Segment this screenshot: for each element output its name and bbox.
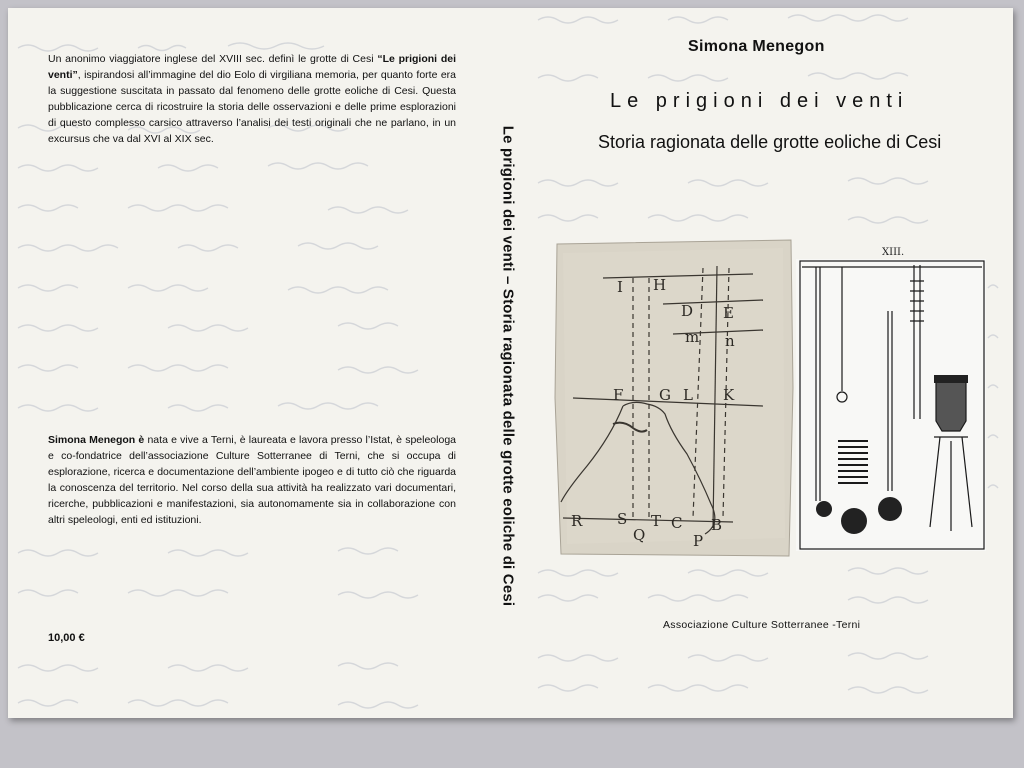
price-label: 10,00 € bbox=[48, 632, 85, 644]
plate-number: XIII. bbox=[882, 247, 905, 258]
front-subtitle: Storia ragionata delle grotte eoliche di Cesi bbox=[598, 132, 942, 152]
sketch-label-T: T bbox=[651, 512, 662, 530]
sketch-label-R: R bbox=[571, 512, 583, 530]
sketch-label-n: n bbox=[725, 332, 735, 350]
sketch-label-C: C bbox=[671, 514, 683, 532]
sketch-label-F: F bbox=[613, 386, 624, 404]
spine-title: Le prigioni dei venti – Storia ragionata delle grotte eoliche di Cesi bbox=[499, 125, 517, 607]
sketch-label-K: K bbox=[723, 386, 735, 404]
blurb-text-before: Un anonimo viaggiatore inglese del XVIII sec. definì le grotte di Cesi bbox=[48, 53, 378, 65]
front-author-name: Simona Menegon bbox=[688, 38, 825, 55]
sketch-label-G: G bbox=[659, 386, 671, 404]
sketch-label-I: I bbox=[617, 278, 623, 296]
book-spine bbox=[491, 8, 525, 718]
sketch-label-D: D bbox=[681, 302, 694, 320]
book-cover bbox=[8, 8, 1013, 718]
author-bio bbox=[48, 432, 456, 528]
back-cover-blurb bbox=[48, 51, 456, 147]
sketch-label-B: B bbox=[711, 516, 723, 534]
front-title: Le prigioni dei venti bbox=[610, 90, 909, 112]
publisher-name: Associazione Culture Sotterranee -Terni bbox=[663, 619, 861, 631]
blurb-title-quote: “Le prigioni dei venti” bbox=[48, 53, 456, 81]
sketch-label-P: P bbox=[693, 532, 704, 550]
sketch-label-Q: Q bbox=[633, 526, 646, 544]
cave-sketch-illustration bbox=[553, 238, 795, 558]
blurb-text-after: , ispirandosi all’immagine del dio Eolo di virgiliana memoria, per quanto forte era la suggestione suscitata in passato dal fenomeno delle grotte eoliche di Cesi. Questa pubblicazione cerca di ricostruire la storia delle osservazioni e delle prime esplorazioni di questo complesso carsico attraverso l’analisi dei testi originali che ne parlano, in un excursus che va dal XVI al XIX sec. bbox=[48, 69, 456, 145]
sketch-label-L: L bbox=[683, 386, 693, 404]
sketch-label-E: E bbox=[723, 304, 734, 322]
sketch-label-S: S bbox=[617, 510, 628, 528]
author-bio-name: Simona Menegon è bbox=[48, 434, 145, 446]
instruments-engraving bbox=[796, 241, 988, 551]
sketch-label-m: m bbox=[685, 328, 700, 346]
sketch-label-H: H bbox=[653, 276, 667, 294]
author-bio-text: nata e vive a Terni, è laureata e lavora presso l’Istat, è speleologa e co-fondatrice dell’associazione Culture Sotterranee di Terni, che si occupa di esplorazione, ricerca e documentazione dell’ambiente ipogeo e di tutto ciò che riguarda la conoscenza del territorio. Nel corso della sua attività ha realizzato vari documentari, ricerche, pubblicazioni e manifestazioni, sia autonomamente sia in collaborazione con altri speleologi, enti ed istituzioni. bbox=[48, 434, 456, 526]
